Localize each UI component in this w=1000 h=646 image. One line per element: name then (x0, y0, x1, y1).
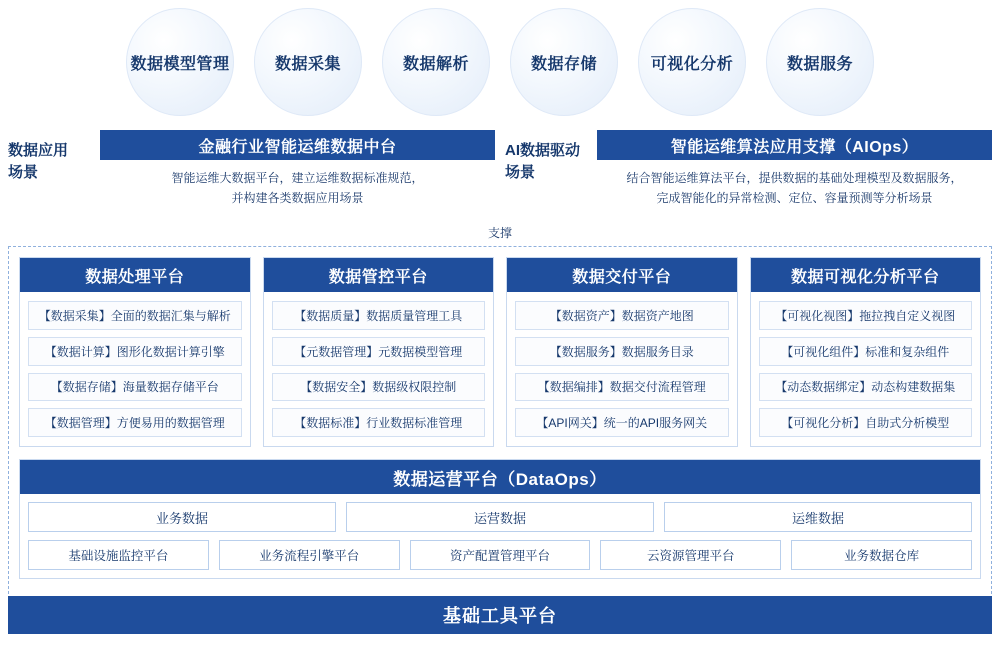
platform-title: 数据管控平台 (264, 258, 494, 292)
scenario-data-application (8, 130, 495, 222)
platform-item-list (751, 292, 981, 446)
platform-item: 【数据标准】行业数据标准管理 (272, 408, 486, 437)
capability-bubble-label: 数据模型管理 (130, 55, 230, 73)
scenario-side-label-line2: 场景 (505, 164, 536, 181)
dataops-source-system-row (28, 540, 972, 570)
dataops-data-domain-chip: 运维数据 (664, 502, 972, 532)
platform-data-visualization (750, 257, 982, 447)
platform-title: 数据处理平台 (20, 258, 250, 292)
scenario-description-line2: 完成智能化的异常检测、定位、容量预测等分析场景 (656, 191, 933, 205)
scenario-description-line1: 结合智能运维算法平台，提供数据的基础处理模型及数据服务， (626, 171, 963, 185)
platform-item-list (507, 292, 737, 446)
platform-item: 【数据管理】方便易用的数据管理 (28, 408, 242, 437)
platform-item-list (20, 292, 250, 446)
dataops-body (20, 494, 980, 578)
capability-bubble-label: 数据解析 (402, 55, 469, 73)
platform-item: 【可视化组件】标准和复杂组件 (759, 337, 973, 366)
scenario-side-label-line1: AI数据驱动 (505, 142, 581, 159)
support-connector-label: 支撑 (487, 226, 512, 240)
dataops-title: 数据运营平台（DataOps） (20, 460, 980, 494)
platform-title: 数据可视化分析平台 (751, 258, 981, 292)
capability-bubble-label: 可视化分析 (650, 55, 734, 73)
platform-item: 【数据安全】数据级权限控制 (272, 373, 486, 402)
platform-item-list (264, 292, 494, 446)
scenario-side-label (505, 130, 597, 222)
platform-item: 【API网关】统一的API服务网关 (515, 408, 729, 437)
platform-item: 【数据采集】全面的数据汇集与解析 (28, 301, 242, 330)
dataops-source-system-chip: 业务数据仓库 (791, 540, 972, 570)
platform-item: 【数据质量】数据质量管理工具 (272, 301, 486, 330)
capability-bubble-label: 数据服务 (786, 55, 853, 73)
scenario-side-label-line1: 数据应用 (8, 142, 69, 159)
capability-bubble-row (0, 8, 1000, 116)
platform-item: 【数据计算】图形化数据计算引擎 (28, 337, 242, 366)
scenario-body (100, 130, 495, 222)
scenario-ai-data-driven (505, 130, 992, 222)
platform-item: 【数据编排】数据交付流程管理 (515, 373, 729, 402)
scenario-description-line2: 并构建各类数据应用场景 (231, 191, 364, 205)
platform-data-processing (19, 257, 251, 447)
scenario-side-label-line2: 场景 (8, 164, 39, 181)
dataops-data-domain-chip: 运营数据 (346, 502, 654, 532)
capability-bubble (254, 8, 362, 116)
scenario-description (100, 160, 495, 222)
platform-title: 数据交付平台 (507, 258, 737, 292)
capability-bubble (766, 8, 874, 116)
scenario-side-label (8, 130, 100, 222)
dataops-source-system-chip: 资产配置管理平台 (410, 540, 591, 570)
capability-bubble (126, 8, 234, 116)
platform-item: 【动态数据绑定】动态构建数据集 (759, 373, 973, 402)
platform-item: 【可视化分析】自助式分析模型 (759, 408, 973, 437)
dataops-source-system-chip: 基础设施监控平台 (28, 540, 209, 570)
platform-data-governance (263, 257, 495, 447)
dataops-source-system-chip: 业务流程引擎平台 (219, 540, 400, 570)
dataops-data-domain-chip: 业务数据 (28, 502, 336, 532)
platform-frame (8, 246, 992, 634)
capability-bubble (382, 8, 490, 116)
dataops-section (19, 459, 981, 579)
platform-item: 【数据存储】海量数据存储平台 (28, 373, 242, 402)
dataops-data-domain-row (28, 502, 972, 532)
scenario-title: 智能运维算法应用支撑（AIOps） (597, 130, 992, 160)
scenario-description (597, 160, 992, 222)
platform-item: 【可视化视图】拖拉拽自定义视图 (759, 301, 973, 330)
capability-bubble (638, 8, 746, 116)
platform-item: 【数据资产】数据资产地图 (515, 301, 729, 330)
scenario-title: 金融行业智能运维数据中台 (100, 130, 495, 160)
platform-data-delivery (506, 257, 738, 447)
platform-item: 【数据服务】数据服务目录 (515, 337, 729, 366)
capability-bubble (510, 8, 618, 116)
capability-bubble-label: 数据存储 (530, 55, 597, 73)
base-tool-platform-bar: 基础工具平台 (8, 596, 992, 634)
scenario-description-line1: 智能运维大数据平台，建立运维数据标准规范， (171, 171, 424, 185)
capability-bubble-label: 数据采集 (274, 55, 341, 73)
platform-row (19, 257, 981, 447)
platform-item: 【元数据管理】元数据模型管理 (272, 337, 486, 366)
scenario-band (8, 130, 992, 222)
dataops-source-system-chip: 云资源管理平台 (600, 540, 781, 570)
scenario-body (597, 130, 992, 222)
